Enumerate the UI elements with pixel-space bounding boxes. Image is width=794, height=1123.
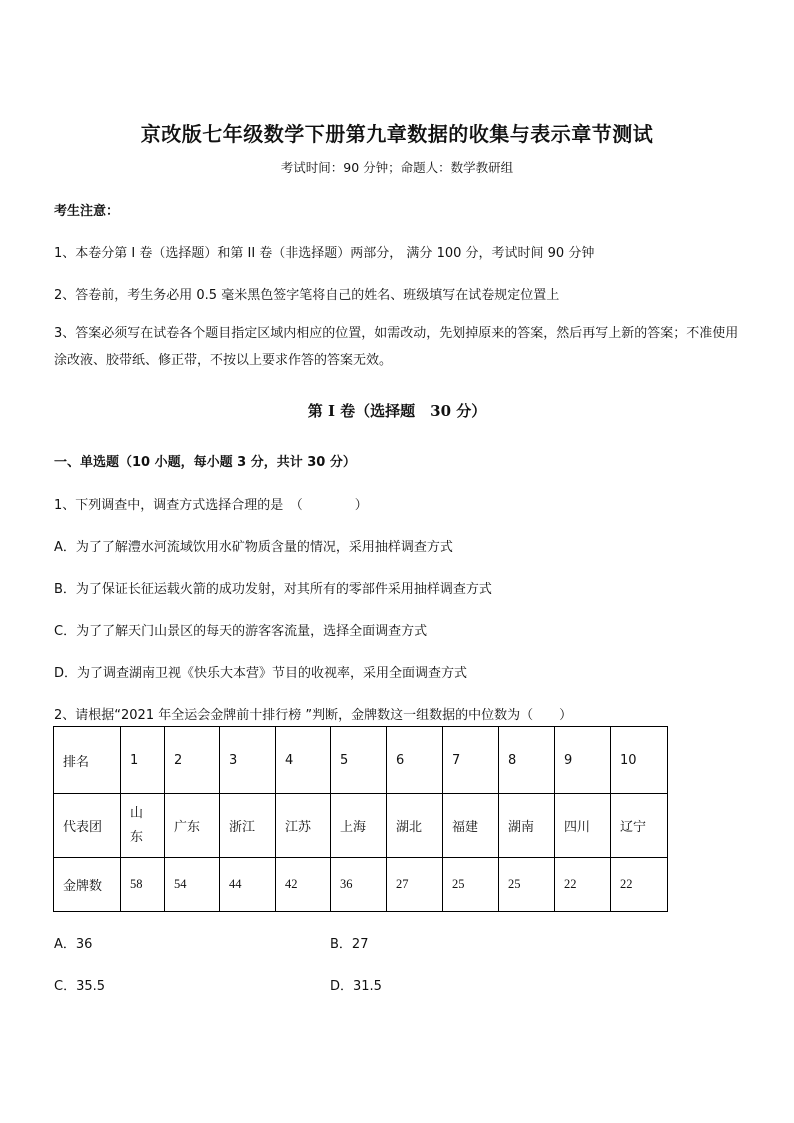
rank-cell: 9 <box>555 727 611 794</box>
notice-item-3: 3、答案必须写在试卷各个题目指定区域内相应的位置，如需改动，先划掉原来的答案，然后再写上新的答案；不准使用涂改液、胶带纸、修正带，不按以上要求作答的答案无效。 <box>54 326 739 368</box>
exam-subtitle: 考试时间：90 分钟；命题人：数学教研组 <box>280 160 514 175</box>
team-cell: 湖北 <box>387 794 443 858</box>
rank-cell: 3 <box>220 727 276 794</box>
team-cell: 四川 <box>555 794 611 858</box>
team-char: 东 <box>130 829 144 845</box>
team-cell <box>121 794 165 858</box>
table-row-team <box>54 794 668 858</box>
rank-cell: 2 <box>165 727 220 794</box>
notice-item-1: 1、本卷分第 I 卷（选择题）和第 II 卷（非选择题）两部分， 满分 100 分，考试时间 90 分钟 <box>54 246 595 261</box>
rank-cell: 10 <box>611 727 668 794</box>
medal-cell: 54 <box>165 858 220 912</box>
row-label-medals: 金牌数 <box>54 858 121 912</box>
table-row-medals <box>54 858 668 912</box>
rank-cell: 7 <box>443 727 499 794</box>
medal-cell: 25 <box>499 858 555 912</box>
team-cell: 浙江 <box>220 794 276 858</box>
q2-option-a: A．36 <box>54 937 93 952</box>
medal-cell: 22 <box>611 858 668 912</box>
q2-option-b: B．27 <box>330 937 369 952</box>
rank-cell: 8 <box>499 727 555 794</box>
rank-cell: 4 <box>276 727 331 794</box>
medal-ranking-table <box>53 726 668 912</box>
medal-cell: 44 <box>220 858 276 912</box>
notice-item-2: 2、答卷前，考生务必用 0.5 毫米黑色签字笔将自己的姓名、班级填写在试卷规定位置上 <box>54 288 560 303</box>
team-cell: 上海 <box>331 794 387 858</box>
q2-option-c: C．35.5 <box>54 979 106 994</box>
team-cell: 江苏 <box>276 794 331 858</box>
q1-option-b: B．为了保证长征运载火箭的成功发射，对其所有的零部件采用抽样调查方式 <box>54 582 492 597</box>
medal-cell: 22 <box>555 858 611 912</box>
team-cell: 福建 <box>443 794 499 858</box>
medal-cell: 58 <box>121 858 165 912</box>
q1-option-a: A．为了了解澧水河流域饮用水矿物质含量的情况，采用抽样调查方式 <box>54 540 453 555</box>
q1-stem: 1、下列调查中，调查方式选择合理的是 （ ） <box>54 498 368 513</box>
team-char: 山 <box>130 805 144 821</box>
rank-cell: 5 <box>331 727 387 794</box>
q2-option-d: D．31.5 <box>330 979 382 994</box>
notice-heading: 考生注意： <box>54 204 120 219</box>
medal-cell: 27 <box>387 858 443 912</box>
exam-title: 京改版七年级数学下册第九章数据的收集与表示章节测试 <box>140 122 654 146</box>
team-cell: 广东 <box>165 794 220 858</box>
medal-cell: 42 <box>276 858 331 912</box>
medal-cell: 25 <box>443 858 499 912</box>
q1-option-c: C．为了了解天门山景区的每天的游客客流量，选择全面调查方式 <box>54 624 428 639</box>
medal-cell: 36 <box>331 858 387 912</box>
table-row-rank <box>54 727 668 794</box>
part-title: 一、单选题（10 小题，每小题 3 分，共计 30 分） <box>54 455 356 470</box>
q1-option-d: D．为了调查湖南卫视《快乐大本营》节目的收视率，采用全面调查方式 <box>54 666 468 681</box>
rank-cell: 6 <box>387 727 443 794</box>
row-label-team: 代表团 <box>54 794 121 858</box>
section-title: 第 I 卷（选择题 30 分） <box>307 402 487 420</box>
team-cell: 湖南 <box>499 794 555 858</box>
team-cell: 辽宁 <box>611 794 668 858</box>
q2-stem: 2、请根据“2021 年全运会金牌前十排行榜 ”判断，金牌数这一组数据的中位数为（ ） <box>54 708 573 723</box>
rank-cell: 1 <box>121 727 165 794</box>
row-label-rank: 排名 <box>54 727 121 794</box>
